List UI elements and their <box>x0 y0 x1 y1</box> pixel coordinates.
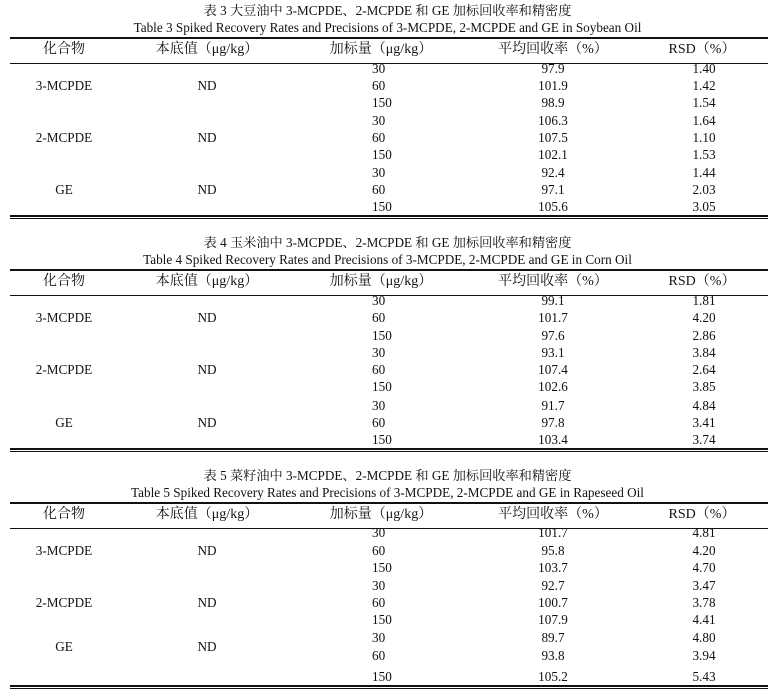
cell-spike: 150 <box>372 612 392 627</box>
table-title-cn: 表 5 菜籽油中 3-MCPDE、2-MCPDE 和 GE 加标回收率和精密度 <box>203 468 572 483</box>
cell-spike: 150 <box>372 560 392 575</box>
cell-rsd: 1.44 <box>692 165 716 180</box>
cell-rsd: 3.85 <box>692 379 716 394</box>
cell-recovery: 95.8 <box>541 543 565 558</box>
column-header: 加标量（μg/kg） <box>329 42 433 57</box>
cell-recovery: 99.1 <box>541 293 565 308</box>
cell-spike: 150 <box>372 95 392 110</box>
cell-spike: 60 <box>372 362 386 377</box>
cell-spike: 150 <box>372 379 392 394</box>
cell-spike: 60 <box>372 78 386 93</box>
cell-compound: GE <box>55 639 73 654</box>
cell-rsd: 1.81 <box>692 293 716 308</box>
cell-spike: 30 <box>372 113 386 128</box>
cell-rsd: 2.86 <box>692 328 716 343</box>
cell-spike: 60 <box>372 310 386 325</box>
cell-background: ND <box>197 130 217 145</box>
cell-rsd: 1.40 <box>692 61 716 76</box>
cell-recovery: 97.8 <box>541 415 565 430</box>
column-header: 本底值（μg/kg） <box>155 507 259 522</box>
cell-compound: GE <box>55 415 73 430</box>
cell-compound: 2-MCPDE <box>35 595 93 610</box>
table-row <box>0 559 775 576</box>
table-row <box>0 629 775 646</box>
cell-compound: 2-MCPDE <box>35 130 93 145</box>
cell-compound: 3-MCPDE <box>35 310 93 325</box>
cell-spike: 30 <box>372 345 386 360</box>
cell-compound: GE <box>55 182 73 197</box>
cell-recovery: 106.3 <box>538 113 568 128</box>
cell-rsd: 4.80 <box>692 630 716 645</box>
cell-compound: 2-MCPDE <box>35 362 93 377</box>
column-header: 化合物 <box>43 507 85 522</box>
column-header: RSD（%） <box>668 507 736 522</box>
column-header: 加标量（μg/kg） <box>329 274 433 289</box>
cell-rsd: 2.03 <box>692 182 716 197</box>
cell-rsd: 5.43 <box>692 669 716 684</box>
cell-recovery: 97.6 <box>541 328 565 343</box>
cell-background: ND <box>197 362 217 377</box>
cell-spike: 150 <box>372 147 392 162</box>
cell-rsd: 2.64 <box>692 362 716 377</box>
cell-spike: 60 <box>372 543 386 558</box>
cell-rsd: 3.05 <box>692 199 716 214</box>
cell-spike: 30 <box>372 525 386 540</box>
table-title-cn: 表 4 玉米油中 3-MCPDE、2-MCPDE 和 GE 加标回收率和精密度 <box>203 235 572 250</box>
cell-recovery: 107.9 <box>538 612 568 627</box>
table-bottom-rule <box>10 685 768 687</box>
cell-recovery: 93.8 <box>541 648 565 663</box>
cell-recovery: 97.9 <box>541 61 565 76</box>
cell-spike: 150 <box>372 669 392 684</box>
column-header: 平均回收率（%） <box>498 42 608 57</box>
column-header: 平均回收率（%） <box>498 274 608 289</box>
table-title-cn: 表 3 大豆油中 3-MCPDE、2-MCPDE 和 GE 加标回收率和精密度 <box>203 3 572 18</box>
cell-rsd: 3.94 <box>692 648 716 663</box>
cell-compound: 3-MCPDE <box>35 78 93 93</box>
cell-recovery: 102.6 <box>538 379 568 394</box>
cell-rsd: 3.47 <box>692 578 716 593</box>
cell-background: ND <box>197 639 217 654</box>
table-title-en: Table 5 Spiked Recovery Rates and Precisions of 3-MCPDE, 2-MCPDE and GE in Rapeseed Oil <box>131 485 644 500</box>
cell-recovery: 105.6 <box>538 199 568 214</box>
cell-recovery: 103.4 <box>538 432 568 447</box>
cell-rsd: 4.70 <box>692 560 716 575</box>
cell-rsd: 1.64 <box>692 113 716 128</box>
column-header: 本底值（μg/kg） <box>155 42 259 57</box>
cell-spike: 60 <box>372 648 386 663</box>
cell-recovery: 102.1 <box>538 147 568 162</box>
table-row <box>0 594 775 611</box>
table-title-en: Table 3 Spiked Recovery Rates and Precisions of 3-MCPDE, 2-MCPDE and GE in Soybean Oil <box>133 20 642 35</box>
cell-rsd: 1.53 <box>692 147 716 162</box>
table-row <box>0 668 775 685</box>
cell-spike: 30 <box>372 630 386 645</box>
cell-spike: 30 <box>372 398 386 413</box>
cell-recovery: 101.7 <box>538 525 568 540</box>
table-row <box>0 611 775 628</box>
cell-background: ND <box>197 595 217 610</box>
cell-recovery: 107.4 <box>538 362 568 377</box>
cell-rsd: 4.20 <box>692 543 716 558</box>
column-header: RSD（%） <box>668 42 736 57</box>
cell-background: ND <box>197 415 217 430</box>
cell-rsd: 4.84 <box>692 398 716 413</box>
cell-spike: 150 <box>372 432 392 447</box>
cell-compound: 3-MCPDE <box>35 543 93 558</box>
table-bottom-rule <box>10 688 768 689</box>
cell-rsd: 4.41 <box>692 612 716 627</box>
cell-recovery: 103.7 <box>538 560 568 575</box>
cell-rsd: 4.20 <box>692 310 716 325</box>
cell-recovery: 89.7 <box>541 630 565 645</box>
cell-spike: 60 <box>372 130 386 145</box>
cell-recovery: 101.7 <box>538 310 568 325</box>
table-row <box>0 542 775 559</box>
cell-spike: 150 <box>372 328 392 343</box>
cell-recovery: 98.9 <box>541 95 565 110</box>
column-header: 加标量（μg/kg） <box>329 507 433 522</box>
cell-background: ND <box>197 78 217 93</box>
cell-rsd: 1.10 <box>692 130 716 145</box>
cell-background: ND <box>197 182 217 197</box>
cell-rsd: 1.42 <box>692 78 716 93</box>
cell-rsd: 3.41 <box>692 415 716 430</box>
cell-spike: 30 <box>372 165 386 180</box>
table-row <box>0 647 775 664</box>
cell-spike: 150 <box>372 199 392 214</box>
cell-rsd: 3.74 <box>692 432 716 447</box>
cell-background: ND <box>197 543 217 558</box>
cell-recovery: 97.1 <box>541 182 565 197</box>
cell-background: ND <box>197 310 217 325</box>
cell-spike: 60 <box>372 182 386 197</box>
cell-spike: 30 <box>372 61 386 76</box>
column-header: 化合物 <box>43 42 85 57</box>
cell-spike: 30 <box>372 293 386 308</box>
cell-recovery: 107.5 <box>538 130 568 145</box>
cell-spike: 30 <box>372 578 386 593</box>
cell-recovery: 100.7 <box>538 595 568 610</box>
cell-rsd: 4.81 <box>692 525 716 540</box>
table-row <box>0 577 775 594</box>
table-header-row <box>0 504 775 526</box>
cell-recovery: 92.4 <box>541 165 565 180</box>
cell-recovery: 101.9 <box>538 78 568 93</box>
cell-recovery: 91.7 <box>541 398 565 413</box>
cell-rsd: 3.78 <box>692 595 716 610</box>
cell-rsd: 1.54 <box>692 95 716 110</box>
column-header: 化合物 <box>43 274 85 289</box>
cell-spike: 60 <box>372 415 386 430</box>
column-header: 本底值（μg/kg） <box>155 274 259 289</box>
table-row <box>0 524 775 541</box>
column-header: 平均回收率（%） <box>498 507 608 522</box>
cell-spike: 60 <box>372 595 386 610</box>
table-title-en: Table 4 Spiked Recovery Rates and Precisions of 3-MCPDE, 2-MCPDE and GE in Corn Oil <box>143 252 632 267</box>
cell-recovery: 92.7 <box>541 578 565 593</box>
cell-recovery: 105.2 <box>538 669 568 684</box>
cell-rsd: 3.84 <box>692 345 716 360</box>
column-header: RSD（%） <box>668 274 736 289</box>
cell-recovery: 93.1 <box>541 345 565 360</box>
